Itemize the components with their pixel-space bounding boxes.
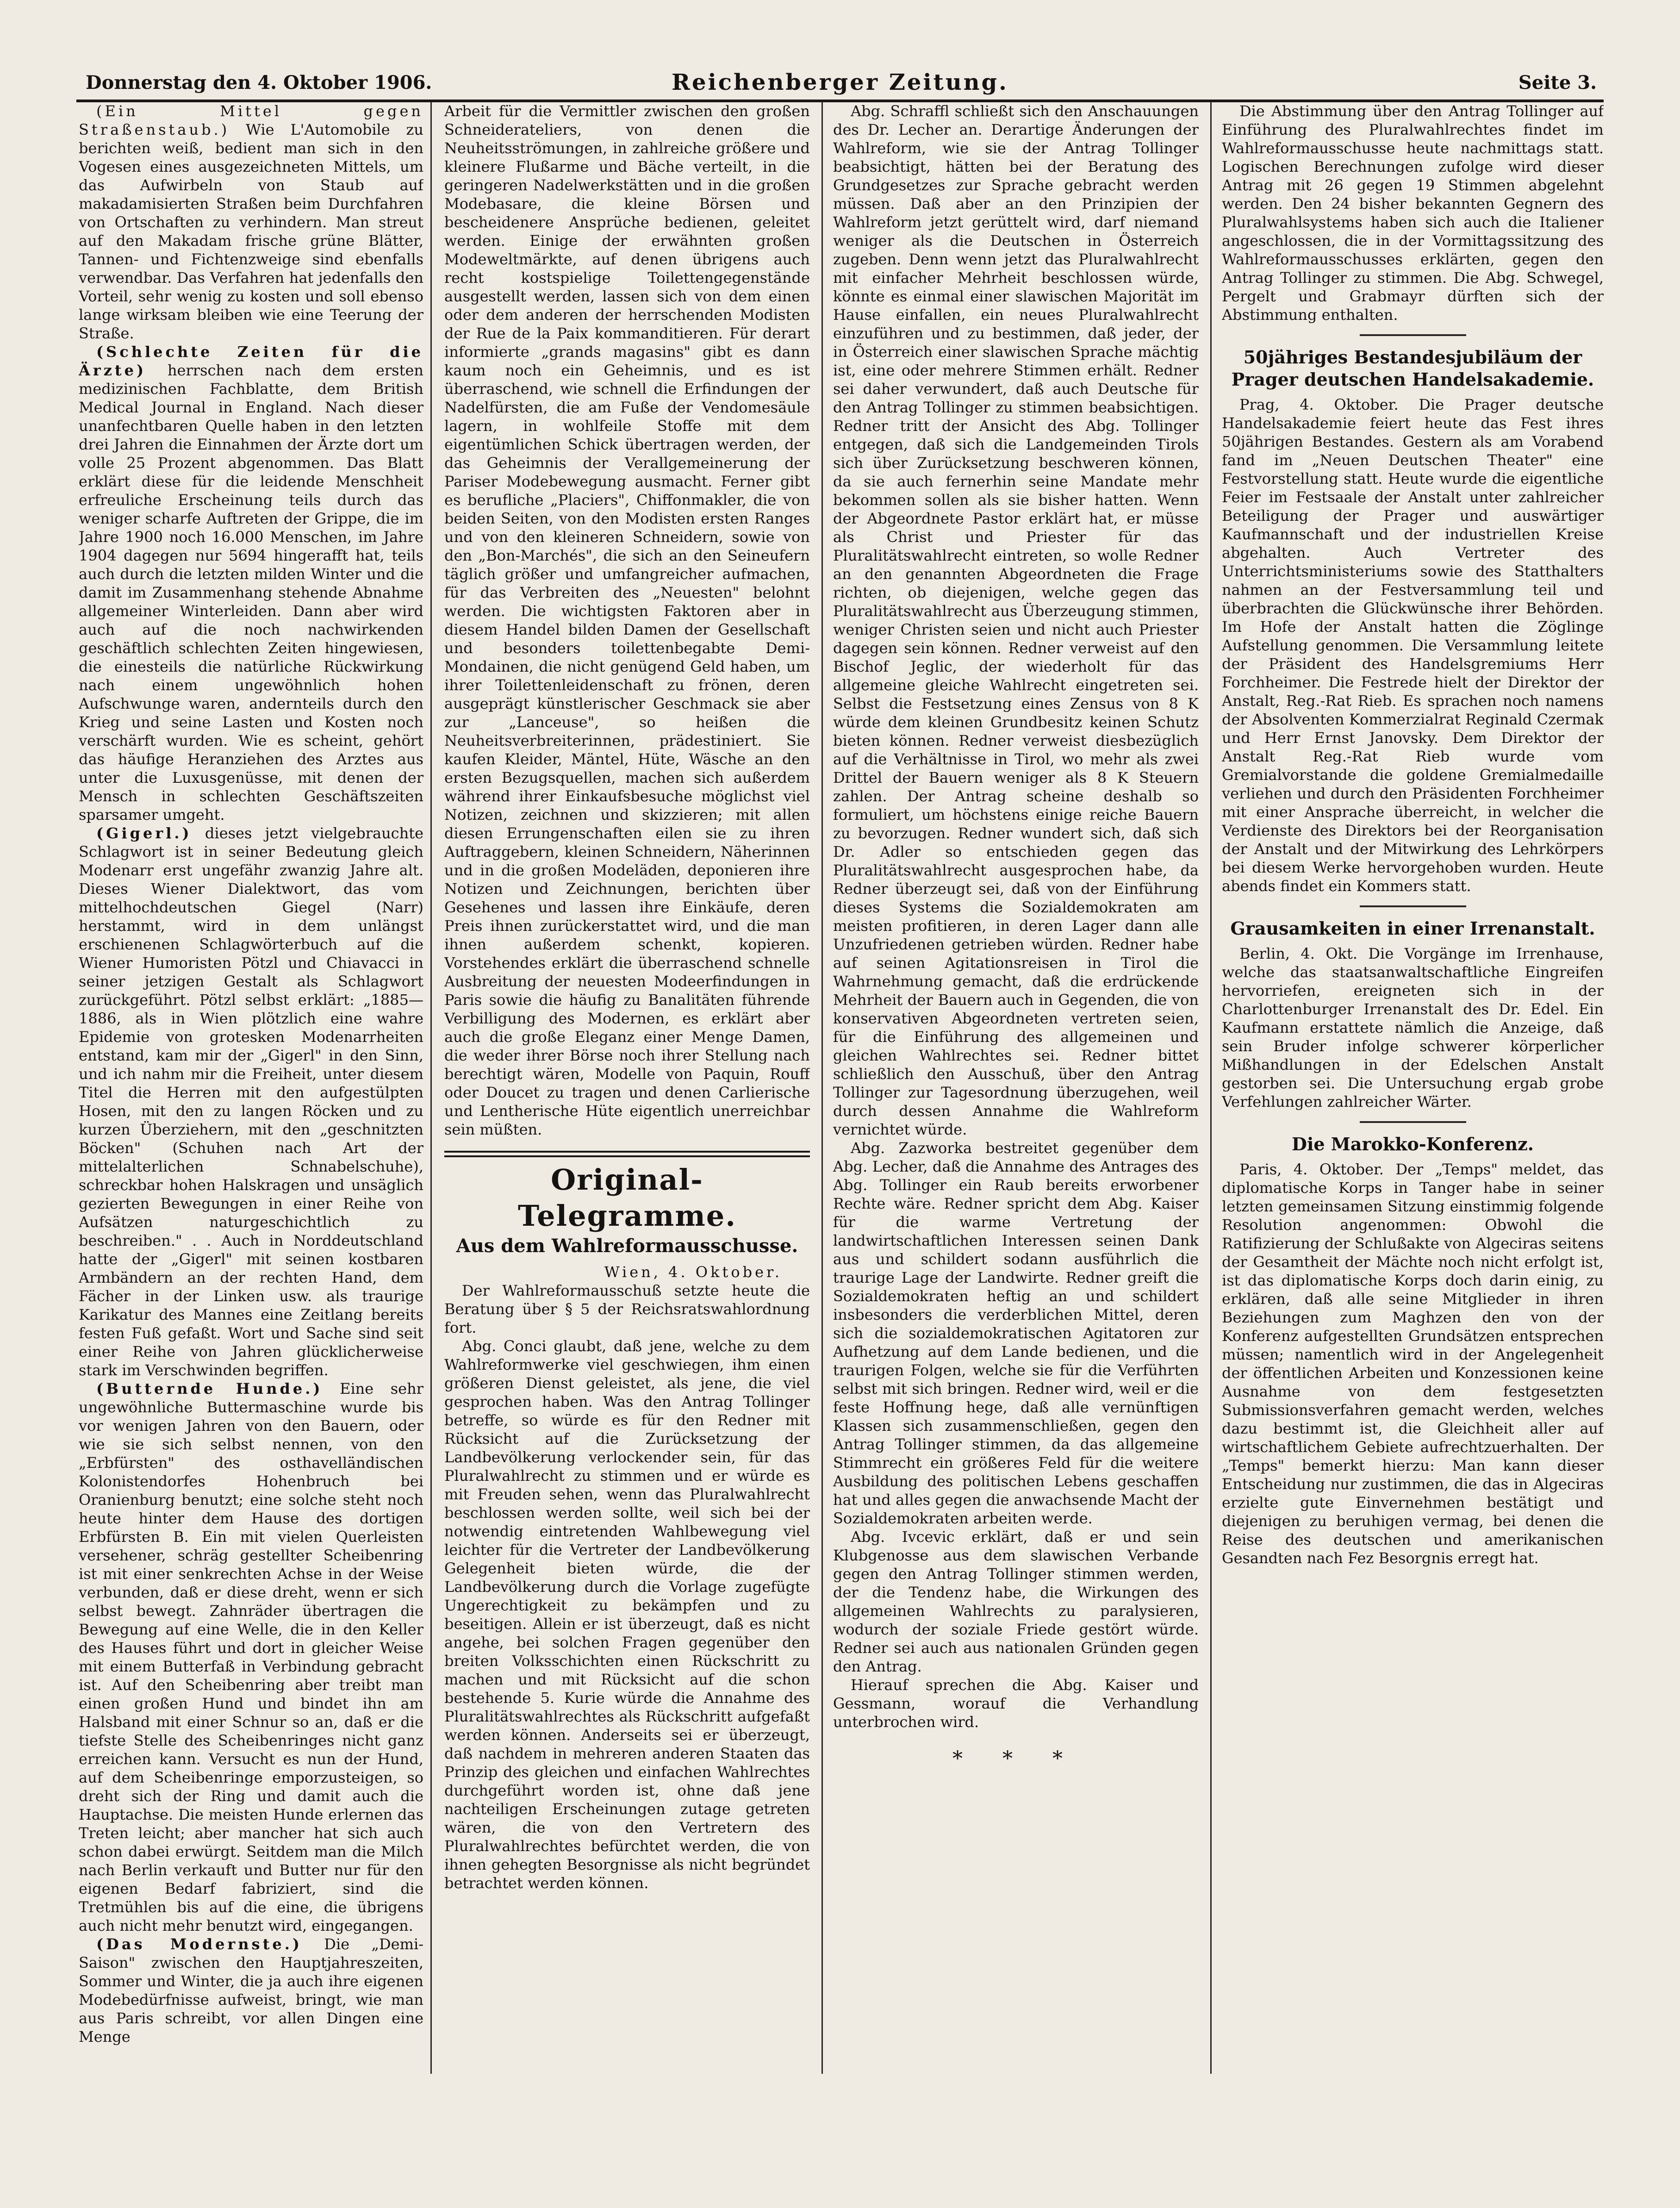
telegram-paragraph: Abg. Zazworka bestreitet gegenüber dem Abg. Lecher, daß die Annahme des Antrages des Abg. Tollinger ein Raub bereits erworbener Rechte wäre. Redner spricht dem Abg. Kaiser für die warme Vertretung der landwirtschaftlichen Interessen seinen Dank aus und schildert sodann ausführlich die traurige Lage der Landwirte. Redner greift die Sozialdemokraten heftig an und schildert insbesonders die verderblichen Mittel, deren sich die sozialdemokratischen Agitatoren zur Aufhetzung auf dem Lande bedienen, und die traurigen Folgen, welche sie für die Verführten selbst mit sich bringen. Redner wird, weil er die feste Hoffnung hege, daß alle vernünftigen Klassen sich zusammenschließen, gegen den Antrag Tollinger stimmen, da das allgemeine Stimmrecht ein größeres Feld für die weitere Ausbildung des politischen Lebens geschaffen hat und alles gegen die anwachsende Macht der Sozialdemokraten arbeiten werde. [833, 1139, 1199, 1527]
article-lead: (Schlechte Zeiten für die Ärzte) [79, 343, 423, 379]
article-text: dieses jetzt vielgebrauchte Schlagwort ist in seiner Bedeutung gleich Modenarr erst ungefähr zwanzig Jahre alt. Dieses Wiener Dialektwort, das vom mittelhochdeutschen Giegel (Narr) herstammt, wird in dem unlängst erschienenen Schlagwörterbuch auf die Wiener Humoristen Pötzl und Chiavacci in seiner jetzigen Gestalt als Schlagwort zurückgeführt. Pötzl selbst erklärt: „1885—1886, als in Wien plötzlich eine wahre Epidemie von grotesken Modenarrheiten entstand, kam mir der „Gigerl" in den Sinn, und ich nahm mir die Freiheit, unter diesem Titel die Herren mit den aufgestülpten Hosen, mit den zu langen Röcken und zu kurzen Überziehern, mit den „geschnitzten Böcken" (Schuhen nach Art der mittelalterlichen Schnabelschuhe), schreckbar hohen Halskragen und unsäglich gezierten Bewegungen in einer Reihe von Aufsätzen naturgeschichtlich zu beschreiben." . . Auch in Norddeutschland hatte der „Gigerl" mit seinen kostbaren Armbändern an der rechten Hand, dem Fächer in der Linken usw. als traurige Karikatur des Mannes eine Zeitlang bereits festen Fuß gefaßt. Wort und Sache sind seit einer Reihe von Jahren glücklicherweise stark im Verschwinden begriffen. [79, 824, 423, 1379]
article-butter-dogs [79, 1379, 423, 1935]
page-number: Seite 3. [1518, 72, 1597, 94]
section-heading: 50jähriges Bestandesjubiläum der [1243, 347, 1582, 368]
newspaper-title: Reichenberger Zeitung. [672, 69, 1008, 95]
column-2 [444, 102, 810, 2092]
section-rule [444, 1151, 810, 1153]
section-paragraph: Berlin, 4. Okt. Die Vorgänge im Irrenhause, welche das staatsanwaltschaftliche Eingreifen hervorriefen, ereigneten sich in der Charlottenburger Irrenanstalt des Dr. Edel. Ein Kaufmann erstattete nämlich die Anzeige, daß sein Bruder infolge schwerer körperlicher Mißhandlungen in der Edelschen Anstalt gestorben sei. Die Untersuchung ergab grobe Verfehlungen zahlreicher Wärter. [1222, 945, 1604, 1110]
header-date: Donnerstag den 4. Oktober 1906. [86, 72, 432, 94]
telegram-paragraph: Abg. Schraffl schließt sich den Anschauungen des Dr. Lecher an. Derartige Änderungen der Wahlreform, wie sie der Antrag Tollinger beabsichtigt, hätten bei der Beratung des Grundgesetzes zur Sprache gebracht werden müssen. Daß aber an den Prinzipien der Wahlreform jetzt gerüttelt wird, darf niemand weniger als die Deutschen in Österreich zugeben. Denn wenn jetzt das Pluralwahlrecht mit einfacher Mehrheit beschlossen würde, könnte es einmal einer slawischen Majorität im Hause einfallen, ein neues Pluralwahlrecht einzuführen und zu bestimmen, daß jeder, der in Österreich einer slawischen Sprache mächtig ist, eine oder mehrere Stimmen erhält. Redner sei daher verwundert, daß auch Deutsche für den Antrag Tollinger zu stimmen beabsichtigen. Redner tritt der Ansicht des Abg. Tollinger entgegen, daß sich die Landgemeinden Tirols sich über Zurücksetzung beschweren können, da sie auch fernerhin seine Mandate mehr bekommen sollen als sie bisher hatten. Wenn der Abgeordnete Pastor erklärt hat, er müsse als Christ und Priester für das Pluralitätswahlrecht eintreten, so wolle Redner an den genannten Abgeordneten die Frage richten, ob diejenigen, welche gegen das Pluralitätswahlrecht aus Überzeugung stimmen, weniger Christen seien und nicht auch Priester dagegen sein können. Redner verweist auf den Bischof Jeglic, der wiederholt für das allgemeine gleiche Wahlrecht eingetreten sei. Selbst die Festsetzung eines Zensus von 8 K würde dem kleinen Grundbesitz keinen Schutz bieten können. Redner verweist diesbezüglich auf die Verhältnisse in Tirol, wo mehr als zwei Drittel der Bauern weniger als 8 K Steuern zahlen. Der Antrag scheine deshalb so formuliert, um höchstens einige reiche Bauern zu bevorzugen. Redner wundert sich, daß sich Dr. Adler so entschieden gegen das Pluralitätswahlrecht ausgesprochen habe, da Redner überzeugt sei, daß von der Einführung dieses Systems die Sozialdemokraten am meisten profitieren, in deren Lager dann alle Unzufriedenen getrieben würden. Redner habe auf seinen Agitationsreisen in Tirol die Wahrnehmung gemacht, daß die erdrückende Mehrheit der Bauern auch in Gegenden, die von konservativen Abgeordneten vertreten seien, für die Einführung des allgemeinen und gleichen Wahlrechtes sei. Redner bittet schließlich den Ausschuß, über den Antrag Tollinger zur Tagesordnung überzugehen, weil durch dessen Annahme die Wahlreform vernichtet würde. [833, 102, 1199, 1138]
article-gigerl [79, 824, 423, 1379]
section-paragraph: Prag, 4. Oktober. Die Prager deutsche Handelsakademie feiert heute das Fest ihres 50jährigen Bestandes. Gestern als am Vorabend fand im „Neuen Deutschen Theater" eine Festvorstellung statt. Heute wurde die eigentliche Feier im Festsaale der Anstalt unter zahlreicher Beteiligung der Prager und auswärtiger Kaufmannschaft und der industriellen Kreise abgehalten. Auch Vertreter des Unterrichtsministeriums sowie des Statthalters nahmen an der Festversammlung teil und überbrachten die Glückwünsche ihrer Behörden. Im Hofe der Anstalt hatten die Zöglinge Aufstellung genommen. Die Versammlung leitete der Präsident des Handelsgremiums Herr Forchheimer. Die Festrede hielt der Direktor der Anstalt, Reg.-Rat Rieb. Es sprachen noch namens der Absolventen Kommerzialrat Reginald Czermak und Herr Ernst Janovsky. Dem Direktor der Anstalt Reg.-Rat Rieb wurde vom Gremialvorstande die goldene Gremialmedaille verliehen und durch den Präsidenten Forchheimer mit einer Ansprache überreicht, in welcher die Verdienste des Direktors bei der Reorganisation der Anstalt und der Mitwirkung des Lehrkörpers bei diesem Werke hervorgehoben wurden. Heute abends findet ein Kommers statt. [1222, 396, 1604, 895]
page-header [76, 69, 1604, 102]
article-modernste [79, 1935, 423, 2046]
section-rule [1360, 334, 1466, 336]
article-text: herrschen nach dem ersten medizinischen Fachblatte, dem British Medical Journal in England. Nach dieser unanfechtbaren Quelle haben in den letzten drei Jahren die Einnahmen der Ärzte dort um volle 25 Prozent abgenommen. Das Blatt erklärt diese für die leidende Menschheit erfreuliche Erscheinung teils durch das weniger scharfe Auftreten der Grippe, die im Jahre 1900 noch 16.000 Menschen, im Jahre 1904 dagegen nur 5694 hingerafft hat, teils auch durch die letzten milden Winter und die damit im Zusammenhang stehende Abnahme allgemeiner Winterleiden. Dann aber wird auch auf die noch nachwirkenden geschäftlich schlechten Zeiten hingewiesen, die einesteils die natürliche Rückwirkung nach einem ungewöhnlich hohen Aufschwunge waren, andernteils durch den Krieg und seine Lasten und Kosten noch verschärft wurden. Wie es scheint, gehört das häufige Heranziehen des Arztes aus unter die Luxusgenüsse, mit denen der Mensch in schlechten Geschäftszeiten sparsamer umgeht. [79, 362, 423, 823]
article-lead: (Gigerl.) [96, 824, 192, 842]
column-4 [1222, 102, 1604, 2092]
article-street-dust [79, 102, 423, 343]
article-text: Eine sehr ungewöhnliche Buttermaschine wurde bis vor wenigen Jahren von den Bauern, oder wie sie sich selbst nennen, von den „Erbfürsten" des osthavelländischen Kolonistendorfes Hohenbruch bei Oranienburg benutzt; eine solche steht noch heute hinter dem Hause des dortigen Erbfürsten B. Ein mit vielen Querleisten versehener, schräg gestellter Scheibenring ist mit einer senkrechten Achse in der Weise verbunden, daß er diese dreht, wenn er sich selbst bewegt. Zahnräder übertragen die Bewegung auf eine Welle, die in den Keller des Hauses führt und dort in gleicher Weise mit einem Butterfaß in Verbindung gebracht ist. Auf den Scheibenring aber treibt man einen großen Hund und bindet ihn am Halsband mit einer Schnur so an, daß er die tiefste Stelle des Scheibenringes nicht ganz erreichen kann. Versucht es nun der Hund, auf dem Scheibenringe emporzusteigen, so dreht sich der Ring und damit auch die Hauptachse. Die meisten Hunde erlernen das Treten leicht; aber mancher hat sich auch schon dabei erwürgt. Seitdem man die Milch nach Berlin verkauft und Butter nur für den eigenen Bedarf fabriziert, sind die Tretmühlen bis auf die eine, die übrigens auch nicht mehr benutzt wird, eingegangen. [79, 1380, 423, 1934]
column-1 [79, 102, 423, 2092]
article-modernste-continued: Arbeit für die Vermittler zwischen den großen Schneiderateliers, von denen die Neuheitsströmungen, in zahlreiche größere und kleinere Flußarme und Bäche verteilt, in die geringeren Nadelwerkstätten und in die großen Modebasare, die kleine Börsen und bescheidenere Ansprüche bedienen, geleitet werden. Einige der erwähnten großen Modeweltmärkte, auf denen übrigens auch recht kostspielige Toilettengegenstände ausgestellt werden, lassen sich von dem einen oder dem anderen der herrschenden Modisten der Rue de la Paix kommanditieren. Für derart informierte „grands magasins" gibt es dann kaum noch ein Geheimnis, und es ist überraschend, wie schnell die Erfindungen der Nadelfürsten, die am Fuße der Vendomesäule lagern, in wohlfeile Stoffe mit dem eigentümlichen Schick übertragen werden, der das Geheimnis der Verallgemeinerung der Pariser Modebewegung ausmacht. Ferner gibt es berufliche „Placiers", Chiffonmakler, die von beiden Seiten, von den Modisten ersten Ranges und von den kleineren Schneidern, sowie von den „Bon-Marchés", die sich an den Seineufern täglich größer und umfangreicher aufmachen, für das Verbreiten des „Neuesten" belohnt werden. Die wichtigsten Faktoren aber in diesem Handel bilden Damen der Gesellschaft und besonders toilettenbegabte Demi-Mondainen, die nicht genügend Geld haben, um ihrer Toilettenleidenschaft zu frönen, deren ausgeprägt künstlerischer Geschmack sie aber zur „Lanceuse", so heißen die Neuheitsverbreiterinnen, prädestiniert. Sie kaufen Kleider, Mäntel, Hüte, Wäsche an den ersten Bezugsquellen, machen sich außerdem während ihrer Einkaufsbesuche möglichst viel Notizen, zeichnen und skizzieren; mit allen diesen Errungenschaften eilen sie zu ihren Auftraggebern, kleinen Schneidern, Näherinnen und in die großen Modeläden, deponieren ihre Notizen und Zeichnungen, berichten über Gesehenes und lassen ihre Einkäufe, deren Preis ihnen zurückerstattet wird, und die man ihnen außerdem schenkt, kopieren. Vorstehendes erklärt die überraschend schnelle Ausbreitung der neuesten Modeerfindungen in Paris sowie die häufig zu Banalitäten führende Verbilligung des Modernen, es erklärt aber auch die große Eleganz einer Menge Damen, die weder ihrer Börse noch ihrer Stellung nach berechtigt wären, Modelle von Paquin, Rouff oder Doucet zu tragen und denen Carlierische und Lentherische Hüte eigentlich unerreichbar sein müßten. [444, 102, 810, 1138]
article-lead: (Das Modernste.) [96, 1935, 302, 1953]
section-heading: Die Marokko-Konferenz. [1292, 1134, 1534, 1154]
article-text: Wie L'Automobile zu berichten weiß, bedient man sich in den Vogesen eines ausgezeichneten Mittels, um das Aufwirbeln von Staub auf makadamisierten Straßen beim Durchfahren von Ortschaften zu verhindern. Man streut auf den Makadam frische grüne Blätter, Tannen- und Fichtenzweige sind ebenfalls verwendbar. Das Verfahren hat jedenfalls den Vorteil, sehr wenig zu kosten und soll ebenso lange wirksam bleiben wie eine Teerung der Straße. [79, 121, 423, 342]
telegram-paragraph: Hierauf sprechen die Abg. Kaiser und Gessmann, worauf die Verhandlung unterbrochen wird. [833, 1676, 1199, 1731]
vote-paragraph: Die Abstimmung über den Antrag Tollinger auf Einführung des Pluralwahlrechtes findet im Wahlreformausschusse heute nachmittags statt. Logischen Berechnungen zufolge wird dieser Antrag mit 26 gegen 19 Stimmen abgelehnt werden. Den 24 bisher bekannten Gegnern des Pluralwahlsystems haben sich auch die Italiener angeschlossen, die in der Vormittagssitzung des Wahlreformausschusses erklärten, gegen den Antrag Tollinger zu stimmen. Die Abg. Schwegel, Pergelt und Grabmayr dürften sich der Abstimmung enthalten. [1222, 102, 1604, 324]
article-lead: (Butternde Hunde.) [96, 1380, 323, 1397]
column-divider [430, 102, 432, 2074]
section-rule [1360, 905, 1466, 907]
telegram-paragraph: Der Wahlreformausschuß setzte heute die Beratung über § 5 der Reichsratswahlordnung fort. [444, 1282, 810, 1336]
section-rule [1360, 1121, 1466, 1123]
column-divider [1210, 102, 1212, 2074]
telegram-paragraph: Abg. Ivcevic erklärt, daß er und sein Klubgenosse aus dem slawischen Verbande gegen den Antrag Tollinger stimmen werden, der die Tendenz habe, die Wirkungen des allgemeinen Wahlrechts zu paralysieren, wodurch der soziale Friede gestört würde. Redner sei auch aus nationalen Gründen gegen den Antrag. [833, 1528, 1199, 1675]
article-lead: (Ein Mittel gegen Straßenstaub.) [79, 102, 423, 138]
section-end-stars: * * * [952, 1747, 1079, 1771]
section-paragraph: Paris, 4. Oktober. Der „Temps" meldet, das diplomatische Korps in Tanger habe in seiner letzten gemeinsamen Sitzung einstimmig folgende Resolution angenommen: Obwohl die Ratifizierung der Schlußakte von Algeciras seitens der Gesamtheit der Mächte noch nicht erfolgt ist, ist das diplomatische Korps doch darin einig, zu erklären, daß alle seine Mitglieder in ihren Beziehungen zum Maghzen den von der Konferenz aufgestellten Grundsätzen entsprechen müssen; namentlich wird in der Angelegenheit der öffentlichen Arbeiten und Konzessionen keine Ausnahme von dem festgesetzten Submissionsverfahren gemacht werden, welches dazu bestimmt ist, die Gleichheit aller auf wirtschaftlichem Gebiete aufrechtzuerhalten. Der „Temps" bemerkt hierzu: Man kann dieser Entscheidung nur zustimmen, die das in Algeciras erzielte gute Einvernehmen bestätigt und diejenigen zu beruhigen vermag, bei denen die Reise des deutschen und amerikanischen Gesandten nach Fez Besorgnis erregt hat. [1222, 1160, 1604, 1567]
telegram-dateline: Wien, 4. Oktober. [604, 1263, 782, 1281]
section-heading: Prager deutschen Handelsakademie. [1231, 369, 1594, 390]
telegram-paragraph: Abg. Conci glaubt, daß jene, welche zu dem Wahlreformwerke viel geschwiegen, ihm einen größeren Dienst geleistet, als jene, die viel gesprochen haben. Was den Antrag Tollinger betreffe, so würde es für den Redner mit Rücksicht auf die Zurücksetzung der Landbevölkerung verlockender sein, für das Pluralwahlrecht zu stimmen und er würde es mit Freuden sehen, wenn das Pluralwahlrecht beschlossen werden sollte, weil sich bei der notwendig eintretenden Wahlbewegung viel leichter für die Vertreter der Landbevölkerung Gelegenheit bieten würde, die der Landbevölkerung durch die Vorlage zugefügte Ungerechtigkeit zu bekämpfen und zu beseitigen. Allein er ist überzeugt, daß es nicht angehe, bei solchen Fragen gegenüber den breiten Volksschichten einen Rückschritt zu machen und mit Rücksicht auf die schon bestehende 5. Kurie würde die Annahme des Pluralitätswahlrechtes als Rückschritt aufgefaßt werden können. Anderseits sei er überzeugt, daß nachdem in mehreren anderen Staaten das Prinzip des gleichen und einfachen Wahlrechtes durchgeführt worden ist, ohne daß jene nachteiligen Erscheinungen zutage getreten wären, die von den Vertretern des Pluralwahlrechtes befürchtet werden, die von ihnen gehegten Besorgnisse als nicht begründet betrachtet werden können. [444, 1337, 810, 1892]
article-text: Die „Demi-Saison" zwischen den Hauptjahreszeiten, Sommer und Winter, die ja auch ihre eigenen Modebedürfnisse aufweist, bringt, wie man aus Paris schreibt, vor allen Dingen eine Menge [79, 1935, 423, 2046]
column-3 [833, 102, 1199, 2092]
section-rule [444, 1155, 810, 1157]
column-divider [821, 102, 823, 2074]
section-heading: Grausamkeiten in einer Irrenanstalt. [1230, 918, 1595, 939]
telegram-subheading: Aus dem Wahlreformausschusse. [456, 1235, 798, 1257]
telegram-heading: Original-Telegramme. [518, 1163, 736, 1233]
article-doctors [79, 343, 423, 824]
